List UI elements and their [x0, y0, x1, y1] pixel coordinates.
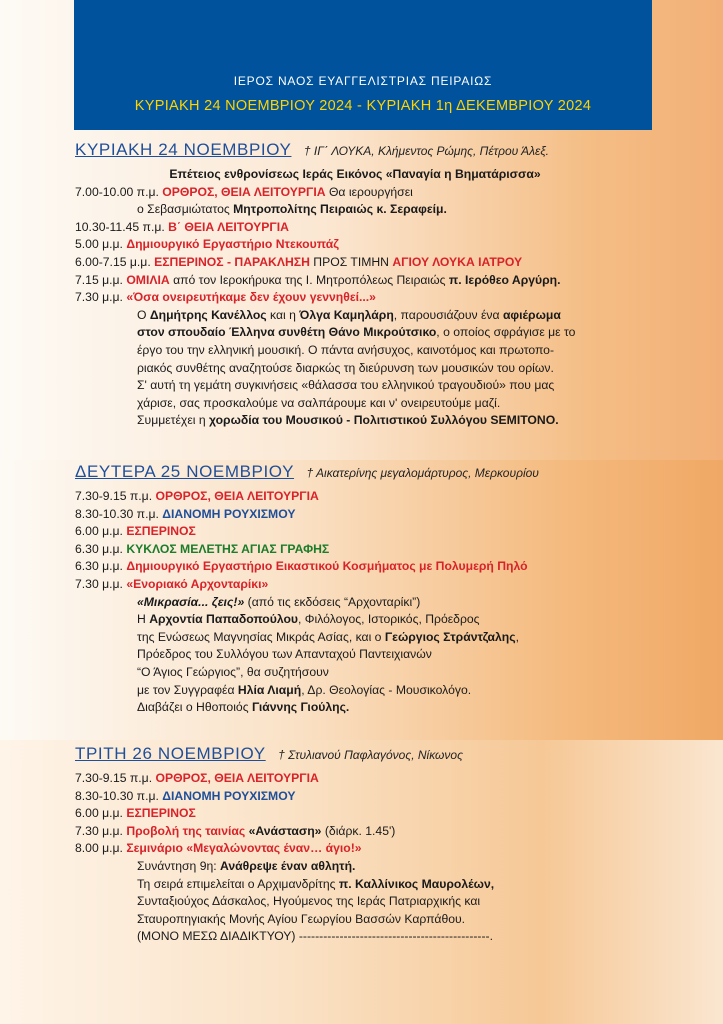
event-description: Ο Δημήτρης Κανέλλος και η Όλγα Καμηλάρη, παρουσιάζουν ένα αφιέρωμα — [137, 307, 561, 322]
schedule-item: 6.00 μ.μ. ΕΣΠΕΡΙΝΟΣ — [75, 806, 196, 821]
day-saints: † Αικατερίνης μεγαλομάρτυρος, Μερκουρίου — [306, 466, 539, 480]
schedule-item: 6.00-7.15 μ.μ. ΕΣΠΕΡΙΝΟΣ - ΠΑΡΑΚΛΗΣΗ ΠΡΟΣ ΤΙΜΗΝ ΑΓΙΟΥ ΛΟΥΚΑ ΙΑΤΡΟΥ — [75, 254, 523, 269]
schedule-item: 7.30-9.15 π.μ. ΟΡΘΡΟΣ, ΘΕΙΑ ΛΕΙΤΟΥΡΓΙΑ — [75, 489, 319, 503]
feast-line: Επέτειος ενθρονίσεως Ιεράς Εικόνος «Παναγία η Βηματάρισσα» — [169, 167, 541, 181]
day-saints: † ΙΓ΄ ΛΟΥΚΑ, Κλήμεντος Ρώμης, Πέτρου Άλεξ. — [303, 144, 550, 158]
event-description: Σ' αυτή τη γεμάτη συγκινήσεις «θάλασσα του ελληνικού τραγουδιού» που μας — [137, 378, 555, 393]
header-banner — [74, 0, 652, 130]
schedule-detail: ο Σεβασμιώτατος Μητροπολίτης Πειραιώς κ. Σεραφείμ. — [137, 202, 447, 217]
schedule-item: 5.00 μ.μ. Δημιουργικό Εργαστήριο Ντεκουπάζ — [75, 237, 339, 252]
event-description: Η Αρχοντία Παπαδοπούλου, Φιλόλογος, Ιστορικός, Πρόεδρος — [137, 612, 480, 627]
schedule-item: 7.00-10.00 π.μ. ΟΡΘΡΟΣ, ΘΕΙΑ ΛΕΙΤΟΥΡΓΙΑ Θα ιερουργήσει — [75, 184, 413, 199]
event-description: Σταυροπηγιακής Μονής Αγίου Γεωργίου Βασσών Καρπάθου. — [137, 911, 466, 926]
schedule-item: 6.30 μ.μ. ΚΥΚΛΟΣ ΜΕΛΕΤΗΣ ΑΓΙΑΣ ΓΡΑΦΗΣ — [75, 541, 330, 556]
event-description: έργο του την ελληνική μουσική. Ο πάντα ανήσυχος, καινοτόμος και πρωτοπο- — [137, 342, 555, 357]
day-section-sunday — [75, 140, 675, 430]
event-description: Συμμετέχει η χορωδία του Μουσικού - Πολιτιστικού Συλλόγου SEMITONO. — [137, 413, 559, 428]
schedule-item: 8.30-10.30 π.μ. ΔΙΑΝΟΜΗ ΡΟΥΧΙΣΜΟΥ — [75, 788, 296, 803]
event-description: στον σπουδαίο Έλληνα συνθέτη Θάνο Μικρούτσικο, ο οποίος σφράγισε με το — [137, 325, 576, 340]
event-description: ριακός συνθέτης αναζητούσε διαρκώς τη διεύρυνση των μουσικών του ορίων. — [137, 360, 554, 375]
day-title: ΤΡΙΤΗ 26 ΝΟΕΜΒΡΙΟΥ — [75, 744, 266, 763]
schedule-item: 7.30 μ.μ. «Όσα ονειρευτήκαμε δεν έχουν γεννηθεί...» — [75, 290, 376, 305]
event-description: της Ενώσεως Μαγνησίας Μικράς Ασίας, και ο Γεώργιος Στράντζαλης, — [137, 629, 519, 644]
event-description: Διαβάζει ο Ηθοποιός Γιάννης Γιούλης. — [137, 700, 350, 715]
event-description: (ΜΟΝΟ ΜΕΣΩ ΔΙΑΔΙΚΤΥΟΥ) -----------------------------------------------. — [137, 929, 493, 944]
day-title: ΚΥΡΙΑΚΗ 24 ΝΟΕΜΒΡΙΟΥ — [75, 140, 292, 159]
event-description: Πρόεδρος του Συλλόγου των Απανταχού Παντειχιανών — [137, 647, 432, 662]
schedule-item: 8.30-10.30 π.μ. ΔΙΑΝΟΜΗ ΡΟΥΧΙΣΜΟΥ — [75, 506, 296, 521]
day-section-tuesday — [75, 744, 675, 946]
event-description: Συνταξιούχος Δάσκαλος, Ηγούμενος της Ιεράς Πατριαρχικής και — [137, 894, 481, 909]
schedule-item: 7.30-9.15 π.μ. ΟΡΘΡΟΣ, ΘΕΙΑ ΛΕΙΤΟΥΡΓΙΑ — [75, 771, 319, 785]
event-description: «Μικρασία... ζεις!» (από τις εκδόσεις “Αρχονταρίκι”) — [137, 594, 421, 609]
event-description: Τη σειρά επιμελείται ο Αρχιμανδρίτης π. Καλλίνικος Μαυρολέων, — [137, 876, 495, 891]
schedule-item: 6.00 μ.μ. ΕΣΠΕΡΙΝΟΣ — [75, 524, 196, 539]
event-description: χάρισε, σας προσκαλούμε να σαλπάρουμε και ν' ονειρευτούμε μαζί. — [137, 395, 501, 410]
schedule-item: 6.30 μ.μ. Δημιουργικό Εργαστήριο Εικαστικού Κοσμήματος με Πολυμερή Πηλό — [75, 559, 528, 574]
schedule-item: 7.30 μ.μ. «Ενοριακό Αρχονταρίκι» — [75, 576, 269, 591]
day-title: ΔΕΥΤΕΡΑ 25 ΝΟΕΜΒΡΙΟΥ — [75, 462, 295, 481]
schedule-item: 7.30 μ.μ. Προβολή της ταινίας «Ανάσταση» (διάρκ. 1.45') — [75, 823, 396, 838]
schedule-item: 7.15 μ.μ. ΟΜΙΛΙΑ από τον Ιεροκήρυκα της Ι. Μητροπόλεως Πειραιώς π. Ιερόθεο Αργύρη. — [75, 272, 561, 287]
day-section-monday — [75, 462, 675, 717]
church-name: ΙΕΡΟΣ ΝΑΟΣ ΕΥΑΓΓΕΛΙΣΤΡΙΑΣ ΠΕΙΡΑΙΩΣ — [233, 74, 493, 88]
schedule-item: 8.00 μ.μ. Σεμινάριο «Μεγαλώνοντας έναν… άγιο!» — [75, 841, 362, 856]
event-description: “Ο Άγιος Γεώργιος”, θα συζητήσουν — [137, 664, 329, 679]
schedule-item: 10.30-11.45 π.μ. Β΄ ΘΕΙΑ ΛΕΙΤΟΥΡΓΙΑ — [75, 219, 289, 234]
event-description: με τον Συγγραφέα Ηλία Λιαμή, Δρ. Θεολογίας - Μουσικολόγο. — [137, 682, 472, 697]
period-title: ΚΥΡΙΑΚΗ 24 ΝΟΕΜΒΡΙΟΥ 2024 - ΚΥΡΙΑΚΗ 1η ΔΕΚΕΜΒΡΙΟΥ 2024 — [134, 98, 592, 114]
event-description: Συνάντηση 9η: Ανάθρεψε έναν αθλητή. — [137, 858, 356, 873]
day-saints: † Στυλιανού Παφλαγόνος, Νίκωνος — [278, 748, 463, 762]
